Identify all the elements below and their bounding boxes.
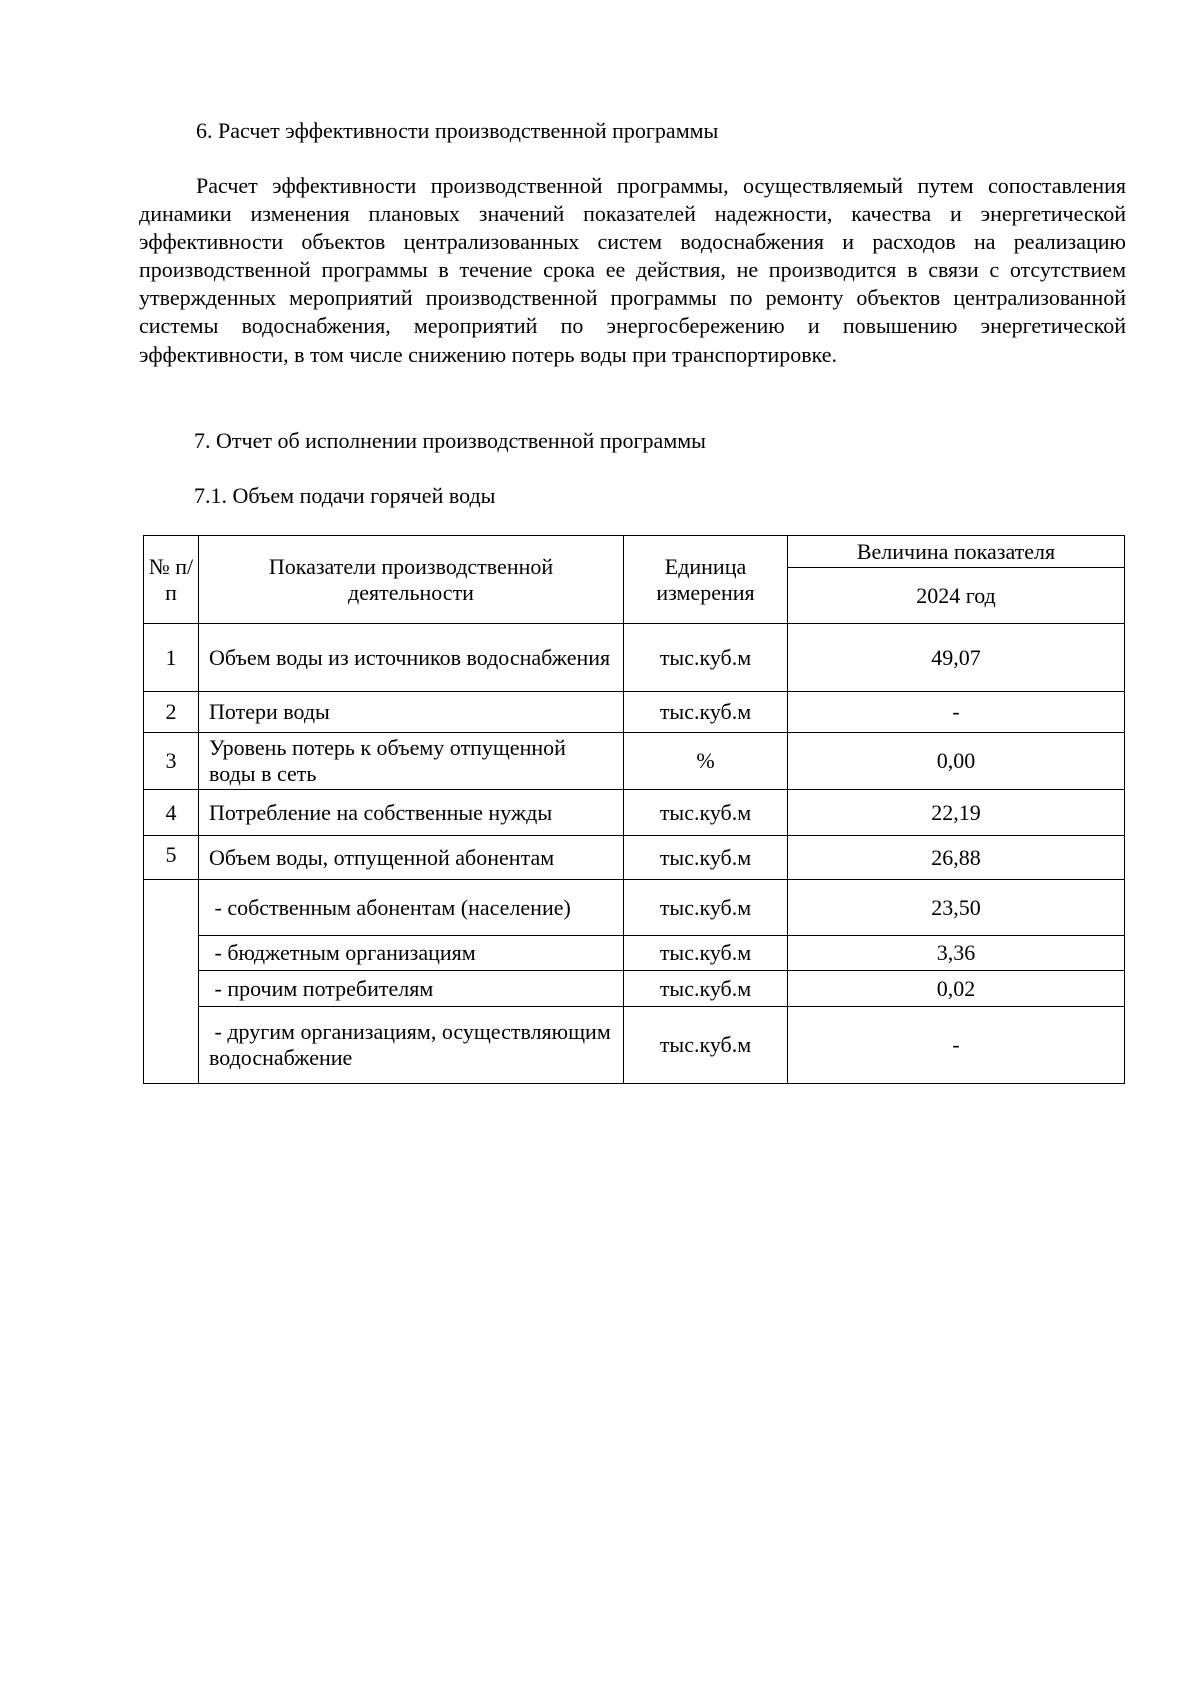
subrow-indicator: - собственным абонентам (население): [199, 880, 624, 936]
row-unit: тыс.куб.м: [624, 692, 788, 733]
table-row: [144, 836, 1125, 880]
subrow-unit: тыс.куб.м: [624, 1007, 788, 1084]
row-unit: %: [624, 733, 788, 790]
header-unit: Единица измерения: [624, 536, 788, 624]
section-6-paragraph: Расчет эффективности производственной программы, осуществляемый путем сопоставления динамики изменения плановых значений показателей надежности, качества и энергетической эффективности объектов централизованных систем водоснабжения и расходов на реализацию производственной программы в течение срока ее действия, не производится в связи с отсутствием утвержденных мероприятий производственной программы по ремонту объектов централизованной системы водоснабжения, мероприятий по энергосбережению и повышению энергетической эффективности, в том числе снижению потерь воды при транспортировке.: [139, 173, 1126, 367]
row-unit: тыс.куб.м: [624, 790, 788, 836]
subrow-indicator: - бюджетным организациям: [199, 936, 624, 971]
row-value: 49,07: [788, 624, 1125, 692]
row-unit: тыс.куб.м: [624, 624, 788, 692]
table-header-row: [144, 536, 1125, 568]
table-subrow: [144, 971, 1125, 1007]
row-indicator: Объем воды из источников водоснабжения: [199, 624, 624, 692]
table-row: [144, 790, 1125, 836]
row-value: -: [788, 692, 1125, 733]
section-7-1-heading: 7.1. Объем подачи горячей воды: [194, 483, 496, 508]
subrow-indicator: - прочим потребителям: [199, 971, 624, 1007]
header-num: № п/п: [144, 536, 199, 624]
subrow-num-empty: [144, 880, 199, 1084]
subrow-value: -: [788, 1007, 1125, 1084]
section-6-heading: 6. Расчет эффективности производственной программы: [196, 118, 719, 143]
subrow-value: 3,36: [788, 936, 1125, 971]
row-num: 5: [144, 836, 199, 880]
table-subrow: [144, 1007, 1125, 1084]
table-row: [144, 692, 1125, 733]
header-year: 2024 год: [788, 568, 1125, 624]
row-indicator: Объем воды, отпущенной абонентам: [199, 836, 624, 880]
row-num: 2: [144, 692, 199, 733]
row-num: 4: [144, 790, 199, 836]
subrow-value: 0,02: [788, 971, 1125, 1007]
row-indicator: Потребление на собственные нужды: [199, 790, 624, 836]
table-subrow: [144, 936, 1125, 971]
row-indicator: Потери воды: [199, 692, 624, 733]
row-value: 22,19: [788, 790, 1125, 836]
row-unit: тыс.куб.м: [624, 836, 788, 880]
table-subrow: [144, 880, 1125, 936]
row-value: 0,00: [788, 733, 1125, 790]
subrow-unit: тыс.куб.м: [624, 936, 788, 971]
header-indicator: Показатели производственной деятельности: [199, 536, 624, 624]
row-indicator: Уровень потерь к объему отпущенной воды в сеть: [199, 733, 624, 790]
section-7-heading: 7. Отчет об исполнении производственной программы: [194, 428, 706, 453]
subrow-unit: тыс.куб.м: [624, 880, 788, 936]
table-row: [144, 624, 1125, 692]
row-value: 26,88: [788, 836, 1125, 880]
row-num: 3: [144, 733, 199, 790]
row-num: 1: [144, 624, 199, 692]
subrow-value: 23,50: [788, 880, 1125, 936]
header-value-group: Величина показателя: [788, 536, 1125, 568]
subrow-unit: тыс.куб.м: [624, 971, 788, 1007]
table-row: [144, 733, 1125, 790]
subrow-indicator: - другим организациям, осуществляющим водоснабжение: [199, 1007, 624, 1084]
hot-water-supply-table: [143, 535, 1125, 1084]
